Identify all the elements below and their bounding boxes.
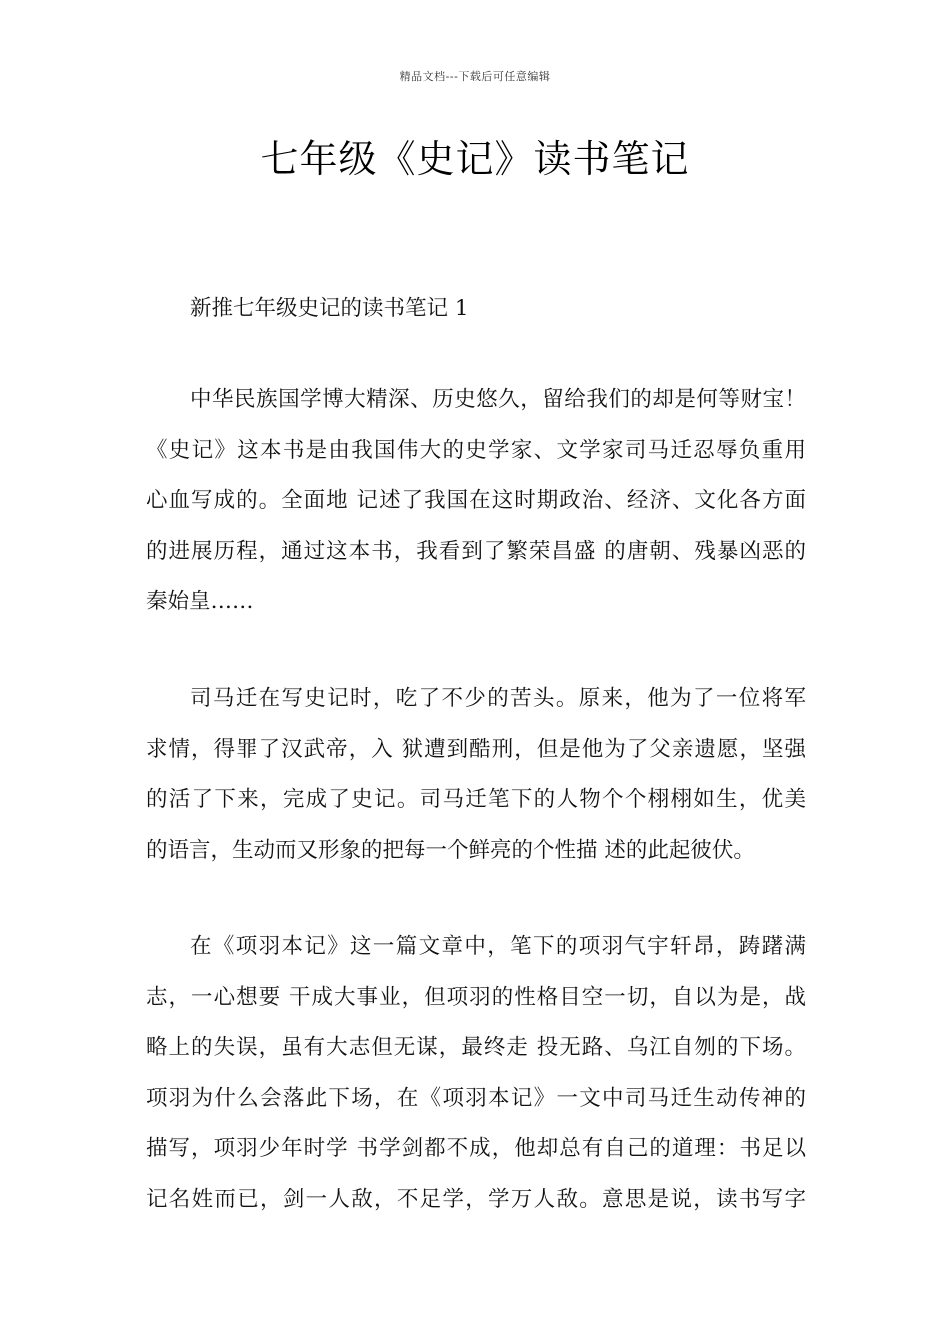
paragraph-line: 略上的失误，虽有大志但无谋，最终走 投无路、乌江自刎的下场。 (146, 1035, 806, 1061)
paragraph-1 (146, 375, 806, 628)
paragraph-line: 《史记》这本书是由我国伟大的史学家、文学家司马迁忍辱负重用 (146, 437, 806, 463)
paragraph-line: 的进展历程，通过这本书，我看到了繁荣昌盛 的唐朝、残暴凶恶的 (146, 538, 806, 564)
paragraph-2 (146, 674, 806, 876)
paragraph-line: 记名姓而已，剑一人敌，不足学，学万人敌。意思是说，读书写字 (146, 1186, 806, 1212)
paragraph-line: 心血写成的。全面地 记述了我国在这时期政治、经济、文化各方面 (146, 488, 806, 514)
paragraph-line: 求情，得罪了汉武帝，入 狱遭到酷刑，但是他为了父亲遗愿，坚强 (146, 736, 806, 762)
paragraph-line: 秦始皇…… (146, 589, 254, 615)
paragraph-line: 项羽为什么会落此下场，在《项羽本记》一文中司马迁生动传神的 (146, 1085, 806, 1111)
document-title: 七年级《史记》读书笔记 (260, 137, 690, 181)
subtitle-block (146, 284, 806, 335)
subtitle: 新推七年级史记的读书笔记 1 (190, 296, 469, 321)
paragraph-line: 志，一心想要 干成大事业，但项羽的性格目空一切，自以为是，战 (146, 984, 806, 1010)
paragraph-line: 的语言，生动而又形象的把每一个鲜亮的个性描 述的此起彼伏。 (146, 837, 755, 863)
paragraph-line: 中华民族国学博大精深、历史悠久，留给我们的却是何等财宝！ (190, 387, 806, 412)
paragraph-line: 描写，项羽少年时学 书学剑都不成，他却总有自己的道理：书足以 (146, 1136, 806, 1162)
paragraph-line: 在《项羽本记》这一篇文章中，笔下的项羽气宇轩昂，踌躇满 (190, 934, 806, 959)
header-note: 精品文档---下载后可任意编辑 (399, 70, 551, 83)
paragraph-line: 司马迁在写史记时，吃了不少的苦头。原来，他为了一位将军 (190, 686, 806, 711)
paragraph-line: 的活了下来，完成了史记。司马迁笔下的人物个个栩栩如生，优美 (146, 787, 806, 813)
paragraph-3 (146, 922, 806, 1226)
